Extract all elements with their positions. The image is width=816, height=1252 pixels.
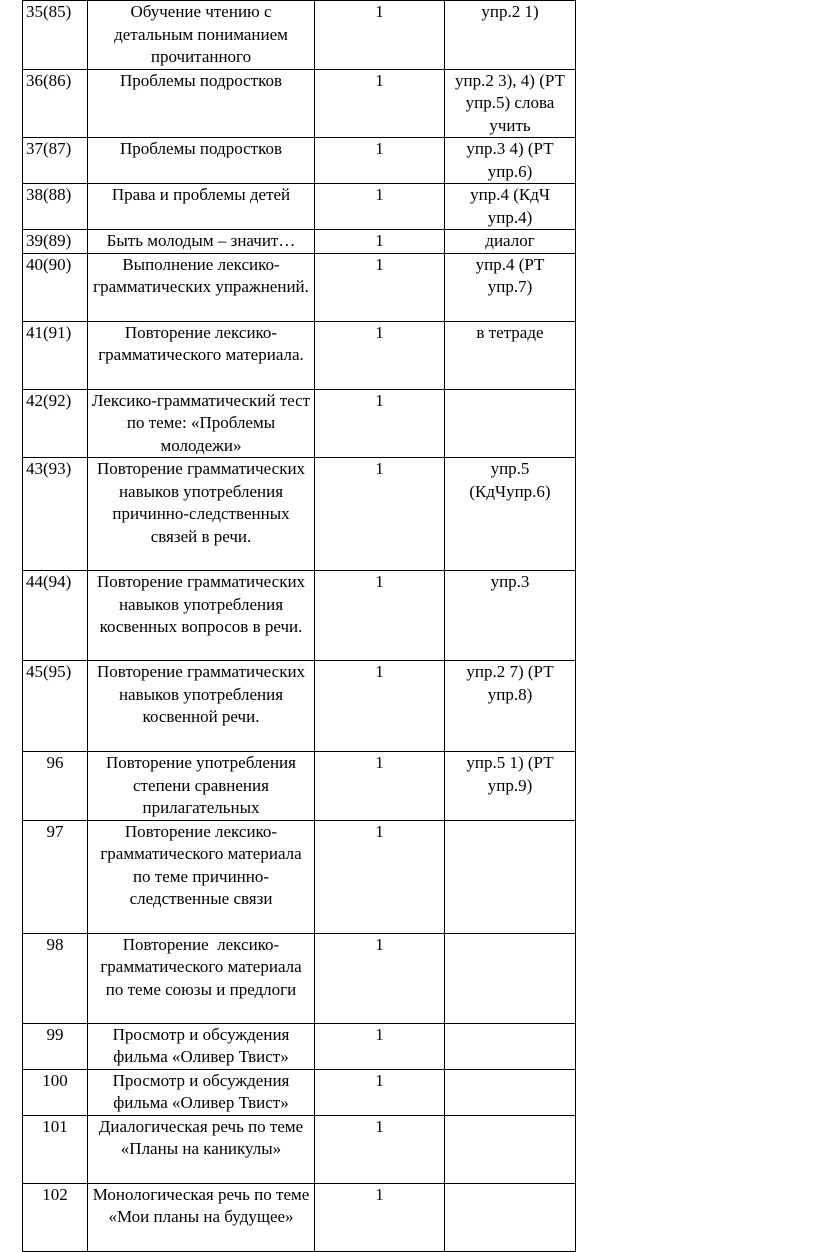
lesson-topic: Выполнение лексико-грамматических упражнений. — [88, 253, 315, 321]
table-row — [23, 389, 576, 458]
table-row — [23, 458, 576, 571]
table-row — [23, 1069, 576, 1115]
table-row — [23, 820, 576, 933]
table-row — [23, 1023, 576, 1069]
lesson-homework: упр.3 — [445, 571, 576, 661]
table-row — [23, 1, 576, 70]
lesson-number: 100 — [23, 1069, 88, 1115]
table-row — [23, 184, 576, 230]
lesson-number: 98 — [23, 933, 88, 1023]
lesson-hours: 1 — [315, 1, 445, 70]
lesson-topic: Просмотр и обсуждения фильма «Оливер Твист» — [88, 1069, 315, 1115]
lesson-hours: 1 — [315, 321, 445, 389]
lesson-number: 38(88) — [23, 184, 88, 230]
table-row — [23, 69, 576, 138]
lesson-number: 96 — [23, 752, 88, 821]
table-row — [23, 661, 576, 752]
table-row — [23, 1183, 576, 1251]
lesson-topic: Повторение грамматических навыков употребления косвенной речи. — [88, 661, 315, 752]
lesson-homework — [445, 1115, 576, 1183]
lesson-hours: 1 — [315, 458, 445, 571]
lesson-plan-body — [23, 1, 576, 1252]
lesson-topic: Обучение чтению с детальным пониманием прочитанного — [88, 1, 315, 70]
table-row — [23, 571, 576, 661]
lesson-hours: 1 — [315, 1183, 445, 1251]
lesson-hours: 1 — [315, 230, 445, 254]
table-row — [23, 752, 576, 821]
lesson-homework: упр.2 7) (РТ упр.8) — [445, 661, 576, 752]
lesson-topic: Монологическая речь по теме «Мои планы на будущее» — [88, 1183, 315, 1251]
lesson-hours: 1 — [315, 752, 445, 821]
lesson-hours: 1 — [315, 571, 445, 661]
lesson-homework: упр.5 1) (РТ упр.9) — [445, 752, 576, 821]
lesson-homework: упр.4 (РТ упр.7) — [445, 253, 576, 321]
lesson-number: 39(89) — [23, 230, 88, 254]
lesson-homework — [445, 1069, 576, 1115]
lesson-hours: 1 — [315, 69, 445, 138]
lesson-homework: упр.4 (КдЧ упр.4) — [445, 184, 576, 230]
lesson-homework: упр.2 1) — [445, 1, 576, 70]
lesson-homework — [445, 1183, 576, 1251]
lesson-hours: 1 — [315, 820, 445, 933]
lesson-hours: 1 — [315, 661, 445, 752]
lesson-topic: Повторение лексико-грамматического материала по теме союзы и предлоги — [88, 933, 315, 1023]
lesson-topic: Быть молодым – значит… — [88, 230, 315, 254]
lesson-hours: 1 — [315, 1115, 445, 1183]
lesson-number: 37(87) — [23, 138, 88, 184]
lesson-topic: Права и проблемы детей — [88, 184, 315, 230]
lesson-homework: диалог — [445, 230, 576, 254]
lesson-number: 101 — [23, 1115, 88, 1183]
lesson-hours: 1 — [315, 1023, 445, 1069]
lesson-topic: Диалогическая речь по теме «Планы на каникулы» — [88, 1115, 315, 1183]
lesson-number: 45(95) — [23, 661, 88, 752]
lesson-number: 99 — [23, 1023, 88, 1069]
table-row — [23, 230, 576, 254]
lesson-hours: 1 — [315, 933, 445, 1023]
lesson-hours: 1 — [315, 389, 445, 458]
lesson-hours: 1 — [315, 1069, 445, 1115]
table-row — [23, 321, 576, 389]
lesson-homework — [445, 1023, 576, 1069]
lesson-homework — [445, 933, 576, 1023]
lesson-hours: 1 — [315, 138, 445, 184]
lesson-topic: Проблемы подростков — [88, 138, 315, 184]
lesson-number: 35(85) — [23, 1, 88, 70]
lesson-topic: Просмотр и обсуждения фильма «Оливер Твист» — [88, 1023, 315, 1069]
table-row — [23, 138, 576, 184]
lesson-homework: упр.5 (КдЧупр.6) — [445, 458, 576, 571]
lesson-homework: упр.3 4) (РТ упр.6) — [445, 138, 576, 184]
lesson-homework — [445, 820, 576, 933]
lesson-topic: Повторение грамматических навыков употребления причинно-следственных связей в речи. — [88, 458, 315, 571]
lesson-homework — [445, 389, 576, 458]
lesson-number: 41(91) — [23, 321, 88, 389]
lesson-number: 43(93) — [23, 458, 88, 571]
lesson-number: 44(94) — [23, 571, 88, 661]
lesson-homework: в тетраде — [445, 321, 576, 389]
table-row — [23, 933, 576, 1023]
lesson-topic: Повторение лексико-грамматического материала. — [88, 321, 315, 389]
lesson-hours: 1 — [315, 253, 445, 321]
lesson-plan-table — [22, 0, 576, 1252]
table-row — [23, 1115, 576, 1183]
lesson-number: 40(90) — [23, 253, 88, 321]
lesson-number: 97 — [23, 820, 88, 933]
lesson-topic: Повторение грамматических навыков употребления косвенных вопросов в речи. — [88, 571, 315, 661]
lesson-homework: упр.2 3), 4) (РТ упр.5) слова учить — [445, 69, 576, 138]
lesson-number: 102 — [23, 1183, 88, 1251]
lesson-topic: Повторение лексико-грамматического материала по теме причинно-следственные связи — [88, 820, 315, 933]
lesson-hours: 1 — [315, 184, 445, 230]
lesson-number: 42(92) — [23, 389, 88, 458]
lesson-topic: Лексико-грамматический тест по теме: «Проблемы молодежи» — [88, 389, 315, 458]
table-row — [23, 253, 576, 321]
lesson-topic: Проблемы подростков — [88, 69, 315, 138]
lesson-number: 36(86) — [23, 69, 88, 138]
lesson-topic: Повторение употребления степени сравнения прилагательных — [88, 752, 315, 821]
